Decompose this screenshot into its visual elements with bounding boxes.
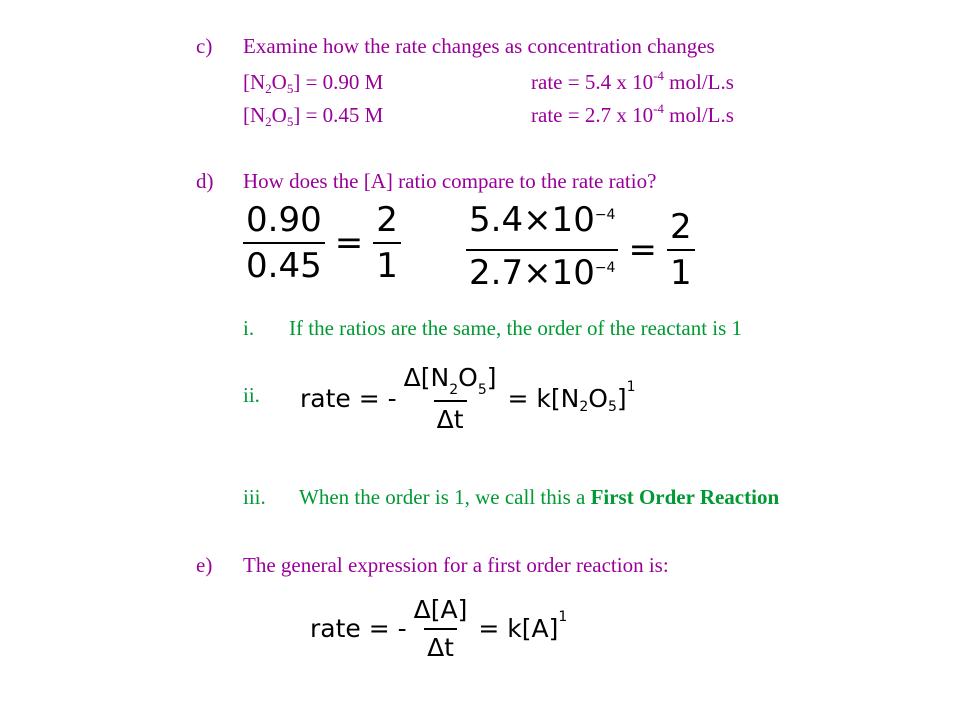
item-e-marker: e) [196, 553, 213, 577]
first-order-reaction-term: First Order Reaction [590, 485, 780, 509]
sub-item-iii-marker: iii. [243, 485, 266, 509]
rate-ratio-equation: $\frac{5.4\times 10^{-4}}{2.7\times 10^{-4}}$ = $\frac{2}{1}$ [466, 200, 695, 300]
conc-row-2: $[N_2O_5] = 0.45$ M [243, 103, 384, 129]
item-e-text: The general expression for a first order reaction is: [243, 553, 669, 577]
item-c-marker: c) [196, 34, 213, 58]
sub-item-iii-text: When the order is 1, we call this a First Order Reaction [299, 485, 780, 509]
rate-row-1: rate = 5.4 x $10^{-4}$ mol/L.s [531, 68, 734, 94]
first-order-rate-law-n2o5: rate = - $\frac{\Delta[N_2O_5]}{\Delta t}$ = k[N 2 O 5 ] 1 [300, 363, 636, 434]
item-d-text: How does the [A] ratio compare to the rate ratio? [243, 169, 657, 193]
sub-item-ii-marker: ii. [243, 383, 260, 407]
general-first-order-equation: rate = - $\frac{\Delta[A]}{\Delta t}$ = k[A] 1 [310, 595, 568, 662]
concentration-ratio-equation: $\frac{0.90}{0.45}$ = $\frac{2}{1}$ [243, 200, 401, 286]
item-d-marker: d) [196, 169, 214, 193]
conc-row-1: $[N_2O_5] = 0.90$ M [243, 70, 384, 96]
item-c-text: Examine how the rate changes as concentration changes [243, 34, 715, 58]
sub-item-i-marker: i. [243, 316, 255, 340]
sub-item-i-text: If the ratios are the same, the order of the reactant is 1 [289, 316, 743, 340]
rate-row-2: rate = 2.7 x $10^{-4}$ mol/L.s [531, 101, 734, 127]
